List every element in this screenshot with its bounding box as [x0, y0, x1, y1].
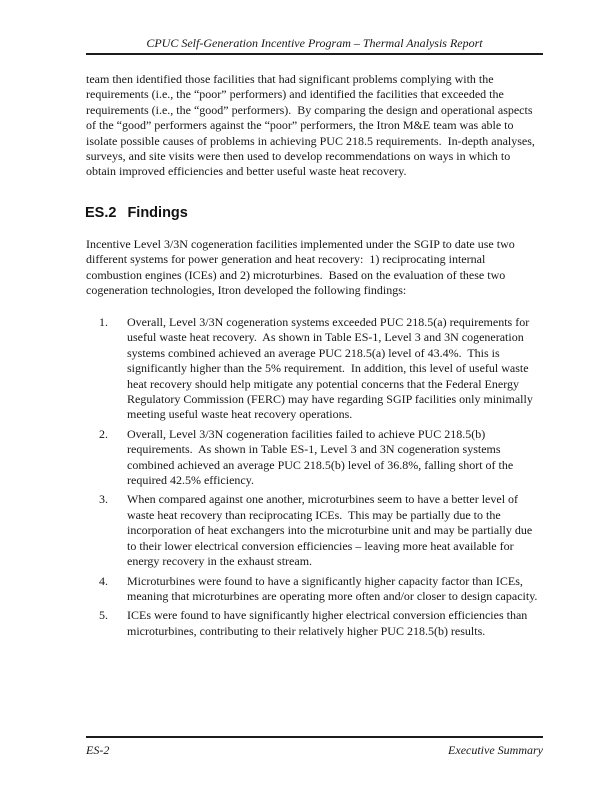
finding-item-5 [86, 608, 543, 639]
finding-text: Microturbines were found to have a significantly higher capacity factor than ICEs, meaning that microturbines are operating more often and/or closer to design capacity. [127, 573, 538, 603]
finding-text: When compared against one another, microturbines seem to have a better level of waste heat recovery than reciprocating ICEs. This may be partially due to the incorporation of heat exchangers into the microturbine unit and may be partially due to their lower electrical conversion efficiencies – leaving more heat available for energy recovery in the exhaust stream. [127, 492, 536, 569]
footer-section-label: Executive Summary [448, 743, 543, 757]
finding-number: 4. [99, 573, 108, 588]
finding-item-1 [86, 315, 543, 423]
finding-text: ICEs were found to have significantly higher electrical conversion efficiencies than microturbines, contributing to their relatively higher PUC 218.5(b) results. [127, 608, 531, 638]
section-heading [85, 204, 542, 222]
finding-text: Overall, Level 3/3N cogeneration systems exceeded PUC 218.5(a) requirements for useful waste heat recovery. As shown in Table ES-1, Level 3 and 3N cogeneration systems combined achieved an average PUC 218.5(a) level of 43.4%. This is significantly higher than the 5% requirement. In addition, this level of useful waste heat recovery should help mitigate any potential concerns that the Federal Energy Regulatory Commission (FERC) may have regarding SGIP facilities only minimally meeting useful waste heat recovery operations. [127, 315, 536, 422]
intro-paragraph: team then identified those facilities that had significant problems complying with the requirements (i.e., the “poor” performers) and identified the facilities that exceeded the requirements (i.e., the “good” performers). By comparing the design and operational aspects of the “good” performers against the “poor” performers, the Itron M&E team was able to isolate possible causes of problems in achieving PUC 218.5 requirements. In-depth analyses, surveys, and site visits were then used to develop recommendations on ways in which to obtain improved efficiencies and better useful waste heat recovery. [86, 72, 538, 179]
running-header [86, 36, 543, 55]
finding-item-2 [86, 427, 543, 489]
finding-number: 5. [99, 608, 108, 623]
section-intro-paragraph: Incentive Level 3/3N cogeneration facilities implemented under the SGIP to date use two different systems for power generation and heat recovery: 1) reciprocating internal combustion engines (ICEs) and 2) microturbines. Based on the evaluation of these two cogeneration technologies, Itron developed the following findings: [86, 237, 518, 298]
running-footer [86, 736, 543, 757]
footer-page-number: ES-2 [86, 743, 110, 757]
finding-number: 3. [99, 492, 108, 507]
section-title: Findings [127, 205, 188, 221]
finding-item-3 [86, 492, 543, 569]
finding-number: 1. [99, 315, 108, 329]
section-number: ES.2 [85, 205, 117, 221]
finding-text: Overall, Level 3/3N cogeneration facilities failed to achieve PUC 218.5(b) requirements. As shown in Table ES-1, Level 3 and 3N cogeneration systems combined achieved an average PUC 218.5(b) level of 36.8%, falling short of the required 42.5% efficiency. [127, 426, 517, 488]
findings-list [86, 315, 543, 643]
finding-number: 2. [99, 426, 108, 441]
running-header-title: CPUC Self-Generation Incentive Program – Thermal Analysis Report [146, 36, 483, 50]
finding-item-4 [86, 574, 543, 605]
